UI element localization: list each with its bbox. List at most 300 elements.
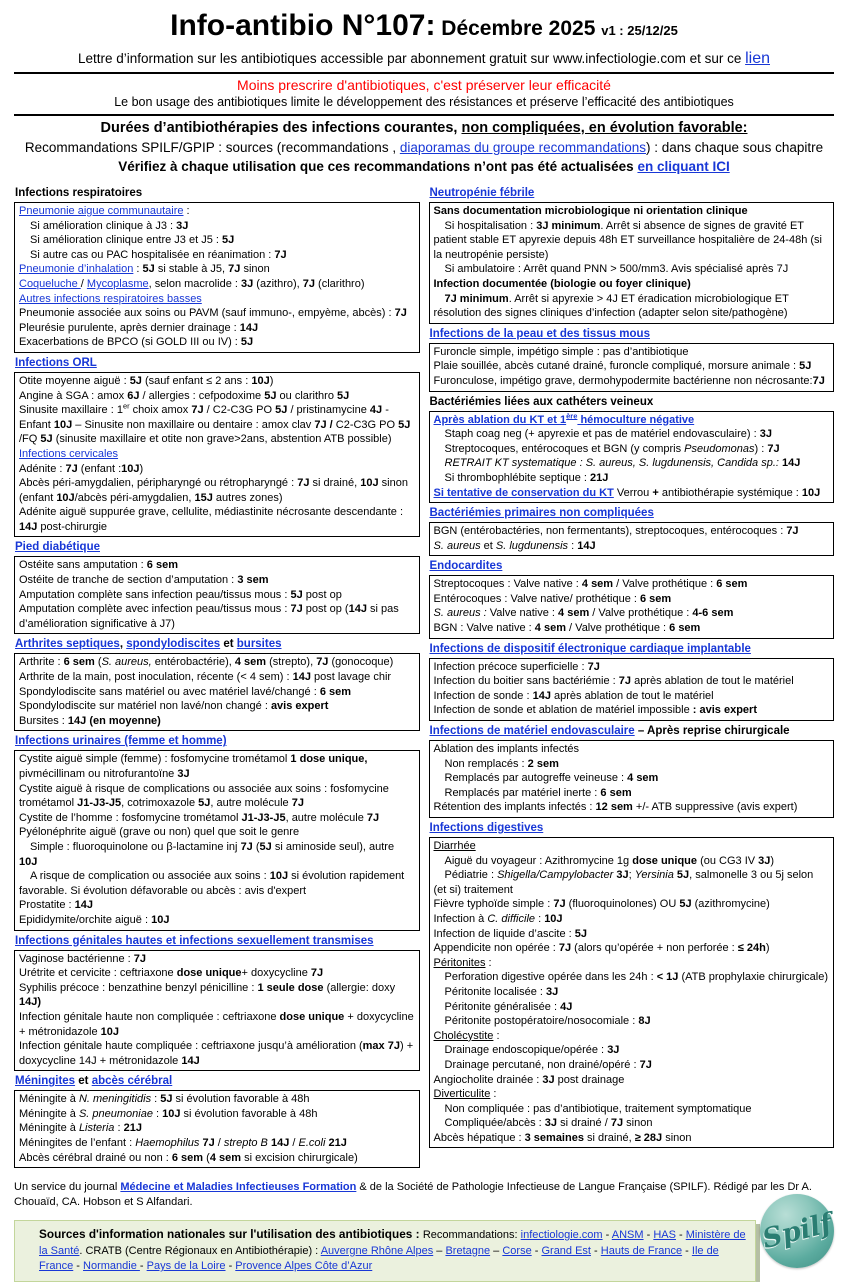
text-run: – [490, 1244, 503, 1257]
inline-link[interactable]: Après ablation du KT et 1 [433, 413, 567, 426]
text-run: / Valve prothétique : [613, 578, 717, 591]
entry-line [19, 670, 415, 685]
text-run: (gonocoque) [328, 656, 394, 669]
text-run: (sinusite maxillaire et otite non grave>2ans, abstention ATB possible) [52, 433, 392, 446]
text-run: 7J [558, 942, 572, 955]
text-run: 7J [228, 263, 241, 276]
entry-line [434, 1087, 830, 1102]
text-run: 5J [799, 360, 812, 373]
entry-line [434, 868, 830, 897]
section-heading-infections-urinaires [15, 733, 420, 749]
text-run: 3J [616, 869, 629, 882]
inline-link[interactable]: Auvergne Rhône Alpes [320, 1244, 434, 1257]
text-run: 3 semaines [524, 1131, 584, 1144]
text-run: Un service du journal [14, 1181, 121, 1194]
entry-line [434, 292, 830, 321]
entry-line [19, 403, 415, 447]
inline-link[interactable]: Grand Est [541, 1244, 591, 1257]
section-heading-pied-diabetique [15, 539, 420, 555]
section-box-materiel-endovasculaire [429, 740, 835, 818]
text-run: 10J [544, 912, 563, 925]
entry-line [19, 1092, 415, 1107]
inline-link[interactable]: Pneumonie d’inhalation [19, 263, 134, 276]
spilf-logo-text: Spilf [759, 1207, 835, 1255]
text-run: - [643, 1229, 654, 1242]
text-run: J1-J3-J5 [77, 797, 122, 810]
text-run: 5J [264, 389, 277, 402]
entry-line [19, 588, 415, 603]
text-run: 10J [19, 855, 38, 868]
newsletter-title [14, 8, 834, 49]
spilf-logo [760, 1194, 834, 1268]
text-run: Abcès péri-amygdalien, péripharyngé ou rétropharyngé : [19, 477, 298, 490]
inline-link[interactable]: Si tentative de conservation du KT [433, 486, 614, 499]
text-run: J1-J3-J5 [241, 811, 286, 824]
inline-link[interactable]: Autres infections respiratoires basses [19, 292, 202, 305]
section-heading-infections-digestives [430, 820, 835, 836]
entry-line [434, 660, 830, 675]
text-run: 10J [100, 1025, 119, 1038]
text-run: , selon macrolide : [148, 277, 241, 290]
text-run: Adénite : [19, 462, 66, 475]
text-run: Cystite aiguë à risque de complications ou associée aux soins : fosfomycine trométamol [19, 782, 389, 810]
inline-link[interactable]: Hauts de France [600, 1244, 683, 1257]
text-run: N. meningitidis [78, 1093, 152, 1106]
entry-line [19, 233, 415, 248]
text-run: Infection de liquide d’ascite : [433, 927, 575, 940]
section-infections-genitales [14, 933, 420, 1072]
text-run: sinon [623, 1117, 653, 1130]
entry-line [434, 204, 830, 219]
text-run: (ou CG3 IV [697, 854, 759, 867]
text-run: ou clarithro [276, 389, 337, 402]
text-run: 10J [151, 913, 170, 926]
inline-link[interactable]: HAS [653, 1229, 676, 1242]
text-run: er [122, 401, 130, 411]
entry-line [434, 757, 830, 772]
text-run: 7J [394, 307, 407, 320]
inline-link[interactable]: Infections de la peau et des tissus mous [429, 327, 650, 340]
entry-line [19, 389, 415, 404]
text-run: Adénite aiguë suppurée grave, cellulite, médiastinite nécrosante descendante : [19, 506, 404, 519]
entry-line [19, 1039, 415, 1068]
section-box-infections-respiratoires [14, 202, 420, 353]
text-run: 7J [240, 840, 253, 853]
text-run: 7J [310, 967, 324, 980]
entry-line [19, 248, 415, 263]
text-run: 10J [121, 462, 140, 475]
text-run: 4 sem [627, 772, 659, 785]
entry-line [19, 869, 415, 898]
inline-link[interactable]: Infections de dispositif électronique cardiaque implantable [429, 642, 751, 655]
entry-line [434, 912, 830, 927]
entry-line [19, 277, 415, 292]
text-run: 7J [297, 477, 310, 490]
text-run: 5J [676, 869, 690, 882]
entry-line [19, 262, 415, 277]
text-run: ) + doxycycline 14J + métronidazole [19, 1040, 414, 1067]
section-materiel-endovasculaire [429, 723, 835, 818]
text-run: / allergies : cefpodoxime [139, 389, 265, 402]
text-run: 6 sem [669, 622, 701, 635]
text-run: : [133, 263, 143, 276]
entry-line [434, 1102, 830, 1117]
text-run: 14J [181, 1054, 200, 1067]
inline-link[interactable]: Pied diabétique [15, 541, 100, 554]
text-run: 6 sem [146, 559, 178, 572]
text-run: BGN : Valve native : [433, 622, 535, 635]
text-run: Durées d’antibiothérapies des infections courantes, [100, 120, 462, 136]
entry-line [19, 1010, 415, 1039]
text-run: Infection du boitier sans bactériémie : [433, 675, 619, 688]
text-run: 2 sem [527, 757, 559, 770]
divider [14, 72, 834, 74]
inline-link[interactable]: bursites [236, 638, 282, 651]
inline-link[interactable]: Endocardites [429, 560, 503, 573]
text-run: post op ( [302, 603, 349, 616]
text-run: : [114, 1122, 124, 1135]
text-run: 7J [618, 675, 632, 688]
text-run: 7J [133, 952, 147, 965]
inline-link[interactable]: Coqueluche [19, 277, 81, 290]
inline-link[interactable]: en cliquant ICI [637, 159, 730, 174]
text-run: + doxycycline + métronidazole [19, 1010, 414, 1038]
text-run: pivmécillinam ou nitrofurantoïne [19, 768, 178, 780]
entry-line [19, 898, 415, 913]
text-run: Pleurésie purulente, après dernier drainage : [19, 321, 240, 334]
text-run: Urétrite et cervicite : ceftriaxone [19, 967, 177, 980]
entry-line [434, 621, 830, 636]
section-bacteriemies-catheters [429, 394, 835, 504]
entry-line [434, 345, 830, 360]
text-run: 3J [546, 985, 559, 998]
text-run: 3J [542, 1073, 555, 1086]
section-box-pied-diabetique [14, 556, 420, 634]
entry-line [19, 1107, 415, 1122]
inline-link[interactable]: Neutropénie fébrile [429, 187, 535, 199]
inline-link[interactable]: Provence Alpes Côte d’Azur [235, 1260, 373, 1273]
entry-line [434, 800, 830, 815]
text-run: Péritonite généralisée : [444, 1000, 561, 1013]
text-run: Si thrombophlébite septique : [444, 471, 591, 484]
text-run: / [214, 1137, 224, 1150]
section-heading-neutropenie-febrile [430, 185, 835, 201]
entry-line [434, 786, 830, 801]
text-run: 7J [316, 656, 329, 669]
text-run: S. aureus [433, 539, 481, 552]
text-run: 15J [194, 491, 213, 504]
inline-link[interactable]: Bretagne [445, 1244, 491, 1257]
section-heading-bacteriemies-primaires [430, 505, 835, 521]
inline-link[interactable]: Médecine et Maladies Infectieuses Formation [120, 1181, 357, 1194]
entry-line [434, 1058, 830, 1073]
text-run: / Valve prothétique : [589, 607, 693, 620]
entry-line [19, 685, 415, 700]
section-heading-arthrites-septiques [15, 636, 420, 652]
inline-link[interactable]: lien [745, 50, 770, 67]
subscription-line [14, 50, 834, 68]
inline-link[interactable]: Infections de matériel endovasculaire [429, 725, 635, 738]
right-column [429, 183, 835, 1148]
text-run: , cotrimoxazole [121, 797, 199, 810]
text-run: ; [628, 869, 635, 882]
text-run: Shigella/Campylobacter [497, 869, 614, 882]
inline-link[interactable]: Pneumonie aigue communautaire [19, 205, 184, 217]
text-run: 7J [274, 248, 287, 261]
entry-line [434, 771, 830, 786]
text-run: et [75, 1075, 92, 1088]
text-run: Si ambulatoire : Arrêt quand PNN > 500/mm3. Avis spécialisé après 7J [444, 263, 789, 276]
inline-link[interactable]: Pays de la Loire [146, 1260, 226, 1273]
section-neutropenie-febrile [429, 185, 835, 324]
text-run: 7J [553, 898, 566, 911]
entry-line [19, 306, 415, 321]
text-run: Entérocoques : Valve native/ prothétique : [433, 592, 640, 605]
text-run: Listeria [78, 1122, 115, 1135]
text-run: ) [139, 462, 144, 475]
inline-link[interactable]: Infections cervicales [19, 447, 119, 460]
text-run: Angiocholite drainée : [433, 1073, 543, 1086]
section-box-infections-orl [14, 372, 420, 538]
text-run: Plaie souillée, abcès cutané drainé, furoncle compliqué, morsure animale : [433, 360, 800, 373]
inline-link[interactable]: hémoculture négative [577, 413, 695, 426]
text-run: 21J [328, 1137, 347, 1150]
section-heading-bacteriemies-catheters [430, 394, 835, 410]
section-meningites [14, 1073, 420, 1168]
text-run: 14J [239, 321, 259, 334]
entry-line [434, 539, 830, 554]
text-run: 4 sem [534, 622, 566, 635]
text-run: . CRATB (Centre Régionaux en Antibiothérapie) : [79, 1244, 321, 1257]
text-run: 5J [398, 418, 411, 431]
entry-line [434, 941, 830, 956]
text-run: 7J [610, 1117, 624, 1130]
section-infections-peau [429, 326, 835, 392]
text-run: Lettre d’information sur les antibiotiques accessible par abonnement gratuit sur www.infectiologie.com et sur ce [78, 51, 746, 66]
entry-line [434, 674, 830, 689]
inline-link[interactable]: Ministère de la Santé [39, 1229, 746, 1257]
text-run: Sinusite maxillaire : 1 [19, 404, 123, 417]
inline-link[interactable]: Corse [502, 1244, 532, 1257]
text-run: . Arrêt si apyrexie > 4J ET éradication microbiologique ET résolution des signes cliniques d’infection (adapter selon site/pathogène) [433, 292, 789, 320]
section-box-infections-genitales [14, 950, 420, 1072]
text-run: - [675, 1229, 686, 1242]
text-run: si excision chirurgicale) [241, 1151, 358, 1164]
text-run: 6 sem [171, 1151, 204, 1164]
text-run: Streptocoques, entérocoques et BGN (y compris [444, 442, 685, 455]
inline-link[interactable]: spondylodiscites [126, 638, 221, 651]
text-run: 14J [19, 520, 38, 533]
text-run: 7J [290, 603, 303, 616]
text-run: 14J [292, 671, 311, 684]
text-run: C. difficile [487, 912, 536, 925]
section-box-arthrites-septiques [14, 653, 420, 731]
entry-line [19, 374, 415, 389]
divider [14, 114, 834, 116]
section-dispositif-cardiaque [429, 641, 835, 721]
entry-line [434, 689, 830, 704]
text-run: – Après reprise chirurgicale [634, 725, 790, 738]
text-run: S. aureus : [433, 607, 487, 620]
inline-link[interactable]: Infections génitales hautes et infections sexuellement transmises [15, 934, 374, 947]
section-box-infections-peau [429, 343, 835, 392]
entry-line [434, 486, 830, 501]
text-run: Simple : fluoroquinolone ou β-lactamine inj [30, 840, 241, 853]
inline-link[interactable]: Méningites [15, 1075, 76, 1088]
section-box-meningites [14, 1090, 420, 1168]
sources-row [14, 1207, 835, 1282]
entry-line [434, 606, 830, 621]
text-run: si évolution favorable à 48h [180, 1107, 318, 1120]
inline-link[interactable]: infectiologie.com [520, 1229, 603, 1242]
entry-line [434, 839, 830, 854]
usage-line: Le bon usage des antibiotiques limite le développement des résistances et préserve l’efficacité des antibiotiques [114, 95, 734, 109]
text-run: A risque de complication ou associée aux soins : [30, 870, 270, 883]
text-run: (ATB prophylaxie chirurgicale) [678, 971, 828, 984]
text-run: ( [203, 1151, 210, 1164]
inline-link[interactable]: Arthrites septiques [15, 638, 120, 651]
text-run: 3J [176, 219, 189, 232]
text-run: 3J [758, 854, 771, 867]
text-run: 10J [53, 418, 73, 431]
section-box-bacteriemies-primaires [429, 522, 835, 556]
inline-link[interactable]: diaporamas du groupe recommandations [399, 140, 646, 155]
text-run: Infection à [433, 912, 488, 925]
text-run: 14J) [19, 996, 42, 1009]
entry-line [19, 1136, 415, 1151]
entry-line [434, 927, 830, 942]
text-run: (sauf enfant ≤ 2 ans : [141, 374, 252, 387]
text-run: si évolution favorable à 48h [172, 1093, 310, 1106]
text-run: Arthrite : [19, 656, 64, 669]
text-run: - [682, 1244, 692, 1257]
text-run: Recommandations SPILF/GPIP : sources (recommandations , [24, 140, 400, 155]
inline-link[interactable]: Infections digestives [429, 822, 544, 834]
text-run: ) [765, 942, 770, 955]
text-run: 7J [191, 404, 204, 417]
text-run: 1 dose unique, [290, 753, 368, 766]
entry-line [19, 219, 415, 234]
title-date: Décembre 2025 [435, 17, 602, 40]
text-run: Amputation complète sans infection peau/tissus mous : [19, 588, 291, 601]
inline-link[interactable]: ANSM [611, 1229, 644, 1242]
text-run: sinon [662, 1131, 692, 1144]
text-run: - [531, 1244, 542, 1257]
entry-line [434, 1014, 830, 1029]
inline-link[interactable]: Normandie [83, 1260, 140, 1273]
section-bacteriemies-primaires [429, 505, 835, 556]
text-run: après ablation de tout le matériel [550, 689, 714, 702]
text-run: RETRAIT KT systematique : S. aureus, S. lugdunensis, Candida sp.: [444, 457, 779, 470]
text-run: Epididymite/orchite aiguë : [19, 913, 152, 926]
text-run: 6J [127, 389, 140, 402]
text-run: (strepto), [266, 656, 317, 669]
text-run: Sources d'information nationales sur l'utilisation des antibiotiques : [39, 1227, 423, 1242]
text-run: / [289, 1137, 299, 1150]
entry-line [19, 966, 415, 981]
section-box-infections-urinaires [14, 750, 420, 930]
entry-line [434, 359, 830, 374]
text-run: après ablation de tout le matériel [631, 675, 794, 688]
section-infections-urinaires [14, 733, 420, 930]
text-run: Péritonites [433, 956, 486, 969]
entry-line [433, 410, 830, 428]
text-run: : [493, 1029, 500, 1042]
inline-link[interactable]: ère [566, 410, 578, 420]
text-run: 3J [759, 428, 772, 441]
inline-link[interactable]: Mycoplasme [86, 277, 149, 290]
entry-line [434, 262, 830, 277]
text-run: Pyélonéphrite aiguë (grave ou non) quel que soit le genre [19, 826, 300, 839]
section-arthrites-septiques [14, 636, 420, 731]
text-run: : [152, 1107, 163, 1120]
inline-link[interactable]: Ile de France [39, 1244, 719, 1273]
entry-line [434, 524, 830, 539]
text-run: 7J [65, 462, 78, 475]
text-run: Pneumonie associée aux soins ou PAVM (sauf immuno-, empyème, abcès) : [19, 307, 395, 320]
text-run: 7J [302, 277, 315, 290]
text-run: - [139, 1260, 147, 1273]
text-run: 4 sem [581, 578, 614, 591]
inline-link[interactable]: abcès cérébral [91, 1075, 173, 1088]
title-version: v1 : 25/12/25 [601, 23, 678, 38]
text-run: Diarrhée [433, 840, 476, 852]
text-run: 10J [251, 374, 270, 387]
text-run: 5J [259, 840, 272, 853]
text-run: 10J [56, 491, 75, 504]
text-run: ≥ 28J [634, 1131, 663, 1144]
text-run: et [480, 539, 496, 552]
text-run: 6 sem [319, 685, 352, 698]
text-run: Méningite à [19, 1107, 79, 1120]
text-run: & de la Société de Pathologie Infectieuse de Langue Française (SPILF). Rédigé par les Dr A. Chouaïd, CA. Hobson et S Alfandari. [14, 1181, 812, 1209]
inline-link[interactable]: Infections urinaires (femme et homme) [15, 735, 227, 748]
text-run: S. pneumoniae [78, 1107, 153, 1120]
text-run: ) : [754, 442, 768, 455]
entry-line [434, 1131, 830, 1146]
entry-line [434, 277, 830, 292]
text-run: (fluoroquinolones) OU [565, 898, 680, 911]
text-run: - [591, 1244, 601, 1257]
text-run: 4J [560, 1000, 573, 1013]
text-run: 5J [142, 263, 155, 276]
text-run: ) [269, 374, 274, 387]
entry-line [434, 456, 830, 471]
inline-link[interactable]: Bactériémies primaires non compliquées [429, 507, 654, 520]
text-run: 10J [360, 477, 379, 490]
verify-line [14, 157, 834, 176]
inline-link[interactable]: Infections ORL [15, 356, 97, 369]
entry-line [434, 1029, 830, 1044]
section-infections-digestives [429, 820, 835, 1148]
text-run: post drainage [554, 1073, 625, 1086]
text-run: 3J minimum [536, 219, 601, 232]
entry-line [434, 854, 830, 869]
entry-line [19, 752, 415, 781]
title-main: Info-antibio N°107: [170, 9, 436, 42]
text-run: Ostéite sans amputation : [19, 559, 147, 572]
text-run: 4 sem [209, 1151, 242, 1164]
text-run: Non remplacés : [444, 757, 528, 770]
entry-line [19, 825, 415, 840]
text-run: /abcès péri-amygdalien, [74, 491, 195, 504]
entry-line [19, 655, 415, 670]
entry-line [19, 840, 415, 869]
text-run: si drainé / [557, 1117, 611, 1130]
text-run: : [568, 539, 578, 552]
text-run: Ostéite de tranche de section d’amputation : [19, 574, 238, 587]
text-run: BGN (entérobactéries, non fermentants), streptocoques, entérocoques : [433, 525, 787, 538]
